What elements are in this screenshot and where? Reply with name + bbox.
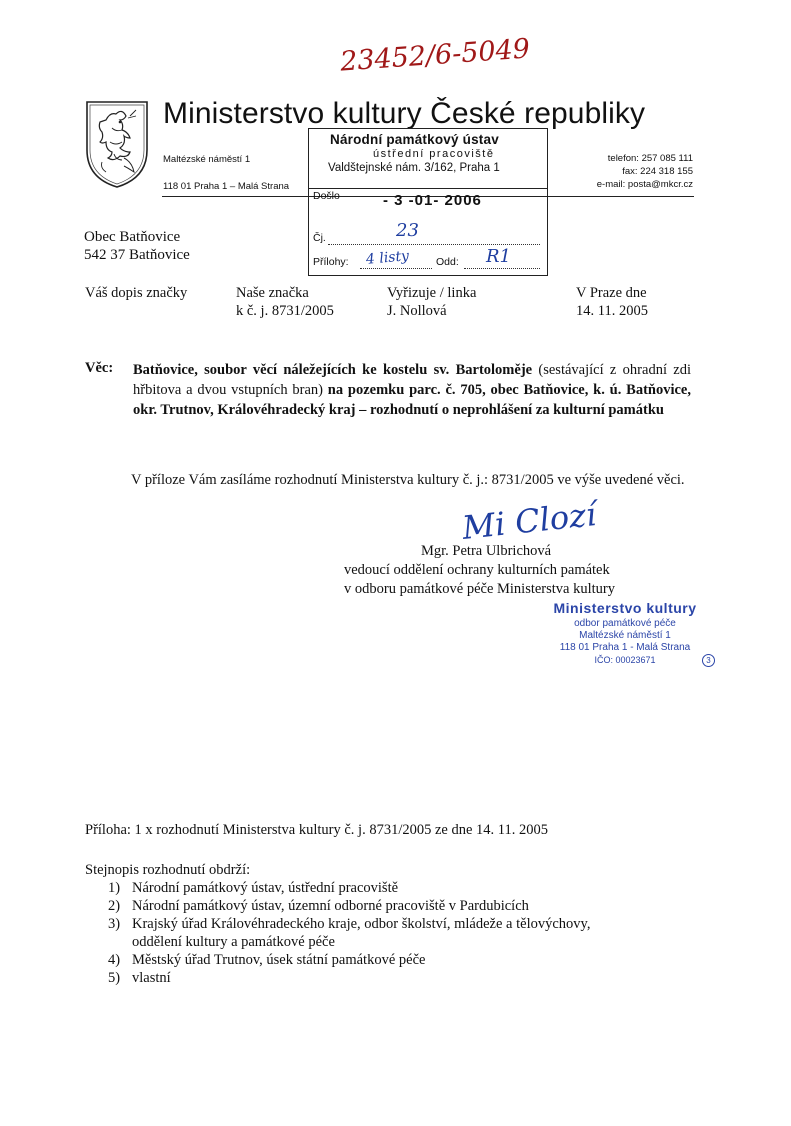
handled-by-value: J. Nollová xyxy=(387,303,447,319)
stamp-ref-dotted-line xyxy=(328,244,540,245)
ministry-fax: fax: 224 318 155 xyxy=(622,166,693,177)
letter-body: V příloze Vám zasíláme rozhodnutí Ministerstva kultury č. j.: 8731/2005 ve výše uvedené věci. xyxy=(131,472,685,488)
list-item xyxy=(108,898,668,918)
signatory-name: Mgr. Petra Ulbrichová xyxy=(421,543,552,559)
official-stamp-line1: Ministerstvo kultury xyxy=(553,600,697,616)
list-item-text: Městský úřad Trutnov, úsek státní památkové péče xyxy=(132,952,426,968)
subject-text-bold-1: Batňovice, soubor věcí náležejících ke kostelu sv. Bartoloměje xyxy=(133,362,533,378)
official-stamp-line5: IČO: 00023671 xyxy=(594,655,656,665)
our-ref-label: Naše značka xyxy=(236,285,309,301)
official-stamp-line3: Maltézské náměstí 1 xyxy=(579,630,671,641)
handwritten-reference-text: 23452/6-5049 xyxy=(339,33,531,78)
recipient-name: Obec Batňovice xyxy=(84,229,181,245)
registration-stamp xyxy=(308,118,548,276)
attachment-line: Příloha: 1 x rozhodnutí Ministerstva kultury č. j. 8731/2005 ze dne 14. 11. 2005 xyxy=(85,822,549,838)
signatory-role-2: v odboru památkové péče Ministerstva kultury xyxy=(344,581,616,597)
ministry-address-city: 118 01 Praha 1 – Malá Strana xyxy=(163,181,290,192)
stamp-address: Valdštejnské nám. 3/162, Praha 1 xyxy=(328,162,500,174)
stamp-dept-dotted-line xyxy=(464,268,540,269)
place-date-value: 14. 11. 2005 xyxy=(576,303,648,319)
stamp-ref-label: Čj. xyxy=(313,232,326,244)
stamp-ref-value: 23 xyxy=(396,220,419,241)
subject-text-normal: (sestávající z ohradní zdi hřbitova a dvou vstupních bran) xyxy=(133,362,691,398)
ministry-title: Ministerstvo kultury České republiky xyxy=(163,97,646,130)
list-item-text: Národní památkový ústav, územní odborné pracoviště v Pardubicích xyxy=(132,898,529,914)
list-item-number: 3) xyxy=(108,916,121,932)
subject-label: Věc: xyxy=(85,360,114,376)
list-item-text: vlastní xyxy=(132,970,171,986)
stamp-attachments-label: Přílohy: xyxy=(313,256,349,268)
list-item xyxy=(108,880,668,900)
ministry-phone: telefon: 257 085 111 xyxy=(607,153,693,164)
list-item-number: 4) xyxy=(108,952,121,968)
stamp-dept-value: R1 xyxy=(486,246,512,267)
ministry-address-street: Maltézské náměstí 1 xyxy=(163,154,251,165)
list-item-number: 2) xyxy=(108,898,121,914)
place-date-label: V Praze dne xyxy=(576,285,647,301)
official-stamp-number-text: 3 xyxy=(706,656,711,665)
our-ref-value: k č. j. 8731/2005 xyxy=(236,303,334,319)
copies-title: Stejnopis rozhodnutí obdrží: xyxy=(85,862,251,878)
list-item xyxy=(108,952,668,972)
stamp-received-date: - 3 -01- 2006 xyxy=(383,192,482,209)
official-ministry-stamp xyxy=(540,600,710,665)
handwritten-reference xyxy=(339,33,531,77)
official-stamp-line4: 118 01 Praha 1 - Malá Strana xyxy=(559,642,691,653)
ministry-email: e-mail: posta@mkcr.cz xyxy=(596,179,693,190)
stamp-received-label: Došlo xyxy=(313,190,340,202)
stamp-unit: ústřední pracoviště xyxy=(373,148,495,160)
list-item-text: Krajský úřad Královéhradeckého kraje, odbor školství, mládeže a tělovýchovy, xyxy=(132,916,591,932)
official-stamp-line2: odbor památkové péče xyxy=(574,618,676,629)
stamp-attachments-value: 4 listy xyxy=(365,248,410,268)
stamp-institution: Národní památkový ústav xyxy=(330,132,499,147)
list-item xyxy=(108,916,688,954)
list-item xyxy=(108,970,668,990)
list-item-text-continued: oddělení kultury a památkové péče xyxy=(132,934,335,950)
stamp-dept-label: Odd: xyxy=(436,256,459,268)
coat-of-arms-icon xyxy=(84,98,150,190)
handled-by-label: Vyřizuje / linka xyxy=(387,285,477,301)
handwritten-signature: Mi Clozí xyxy=(460,495,598,547)
signatory-role-1: vedoucí oddělení ochrany kulturních památek xyxy=(344,562,610,578)
stamp-attachments-dotted-line xyxy=(360,268,432,269)
list-item-number: 1) xyxy=(108,880,121,896)
recipient-address: 542 37 Batňovice xyxy=(84,247,190,263)
list-item-number: 5) xyxy=(108,970,121,986)
subject-text xyxy=(133,360,691,420)
subject-text-bold-2: na pozemku parc. č. 705, obec Batňovice, k. ú. Batňovice, okr. Trutnov, Královéhradecký kraj – rozhodnutí o neprohlášení za kulturní památku xyxy=(133,382,691,418)
your-ref-label: Váš dopis značky xyxy=(85,285,188,301)
list-item-text: Národní památkový ústav, ústřední pracoviště xyxy=(132,880,399,896)
official-stamp-number xyxy=(702,654,715,667)
